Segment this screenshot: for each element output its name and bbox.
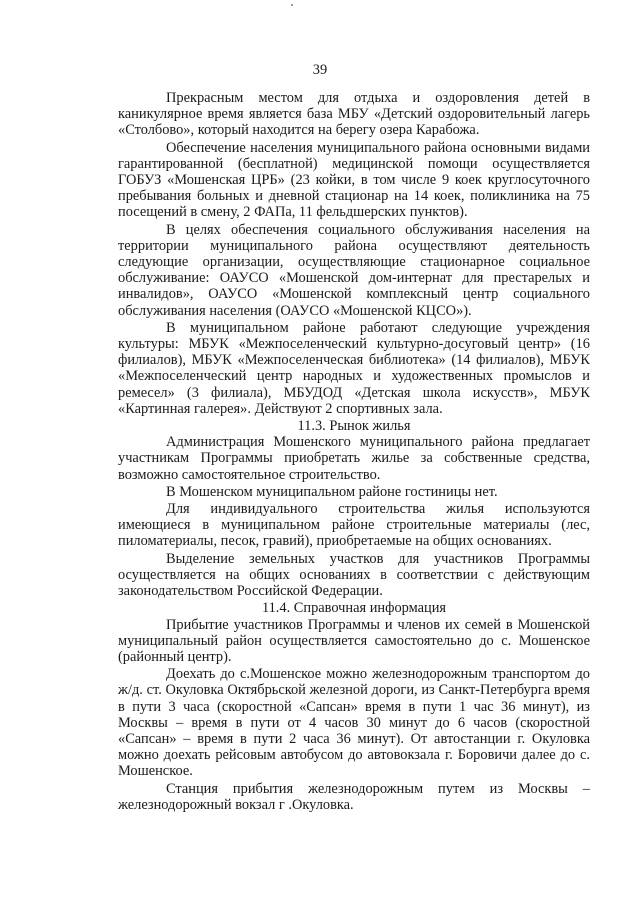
body-text (118, 90, 590, 814)
section-heading-reference: 11.4. Справочная информация (261, 600, 447, 617)
paragraph-hotels: В Мошенском муниципальном районе гостиницы нет. (166, 483, 498, 500)
paragraph-culture: В муниципальном районе работают следующие учреждения культуры: МБУК «Межпоселенческий культурно-досуговый центр» (16 филиалов), МБУК «Межпоселенческая библиотека» (14 филиалов), МБУК «Межпоселенческий центр народных и художественных промыслов и ремесел» (3 филиала), МБУДОД «Детская школа искусств», МБУК «Картинная галерея». Действуют 2 спортивных зала. (118, 319, 590, 417)
paragraph-building-materials: Для индивидуального строительства жилья используются имеющиеся в муниципальном районе строительные материалы (лес, пиломатериалы, песок, гравий), приобретаемые на общих основаниях. (118, 501, 590, 550)
paragraph-transport: Доехать до с.Мошенское можно железнодорожным транспортом до ж/д. ст. Окуловка Октябрьской железной дороги, из Санкт-Петербурга время в пути 3 часа (скоростной «Сапсан» время в пути 1 час 36 минут), из Москвы – время в пути от 4 часов 30 минут до 6 часов (скоростной «Сапсан» – время в пути 2 часа 36 минут). От автостанции г. Окуловка можно доехать рейсовым автобусом до автовокзала г. Боровичи далее до с. Мошенское. (118, 666, 590, 780)
paragraph-social-services: В целях обеспечения социального обслуживания населения на территории муниципального района осуществляют деятельность следующие организации, осуществляющие стационарное социальное обслуживание: ОАУСО «Мошенской дом-интернат для престарелых и инвалидов», ОАУСО «Мошенской комплексный центр социального обслуживания населения (ОАУСО «Мошенской КЦСО»). (118, 221, 590, 319)
page-number: 39 (312, 62, 328, 78)
paragraph-medical: Обеспечение населения муниципального района основными видами гарантированной (бесплатной) медицинской помощи осуществляется ГОБУЗ «Мошенская ЦРБ» (23 койки, в том числе 9 коек круглосуточного пребывания больных и дневной стационар на 14 коек, поликлиника на 75 посещений в смену, 2 ФАПа, 11 фельдшерских пунктов). (118, 139, 590, 221)
paragraph-housing-purchase: Администрация Мошенского муниципального района предлагает участникам Программы приобретать жилье за собственные средства, возможно самостоятельное строительство. (118, 434, 590, 483)
paragraph-station: Станция прибытия железнодорожным путем из Москвы – железнодорожный вокзал г .Окуловка. (118, 780, 590, 813)
scan-speck (291, 4, 293, 6)
paragraph-arrival: Прибытие участников Программы и членов их семей в Мошенской муниципальный район осуществляется самостоятельно до с. Мошенское (районный центр). (118, 616, 590, 665)
section-heading-housing: 11.3. Рынок жилья (297, 418, 411, 435)
paragraph-land-plots: Выделение земельных участков для участников Программы осуществляется на общих основаниях в соответствии с действующим законодательством Российской Федерации. (118, 550, 590, 600)
paragraph-camp: Прекрасным местом для отдыха и оздоровления детей в каникулярное время является база МБУ «Детский оздоровительный лагерь «Столбово», который находится на берегу озера Карабожа. (118, 90, 590, 139)
